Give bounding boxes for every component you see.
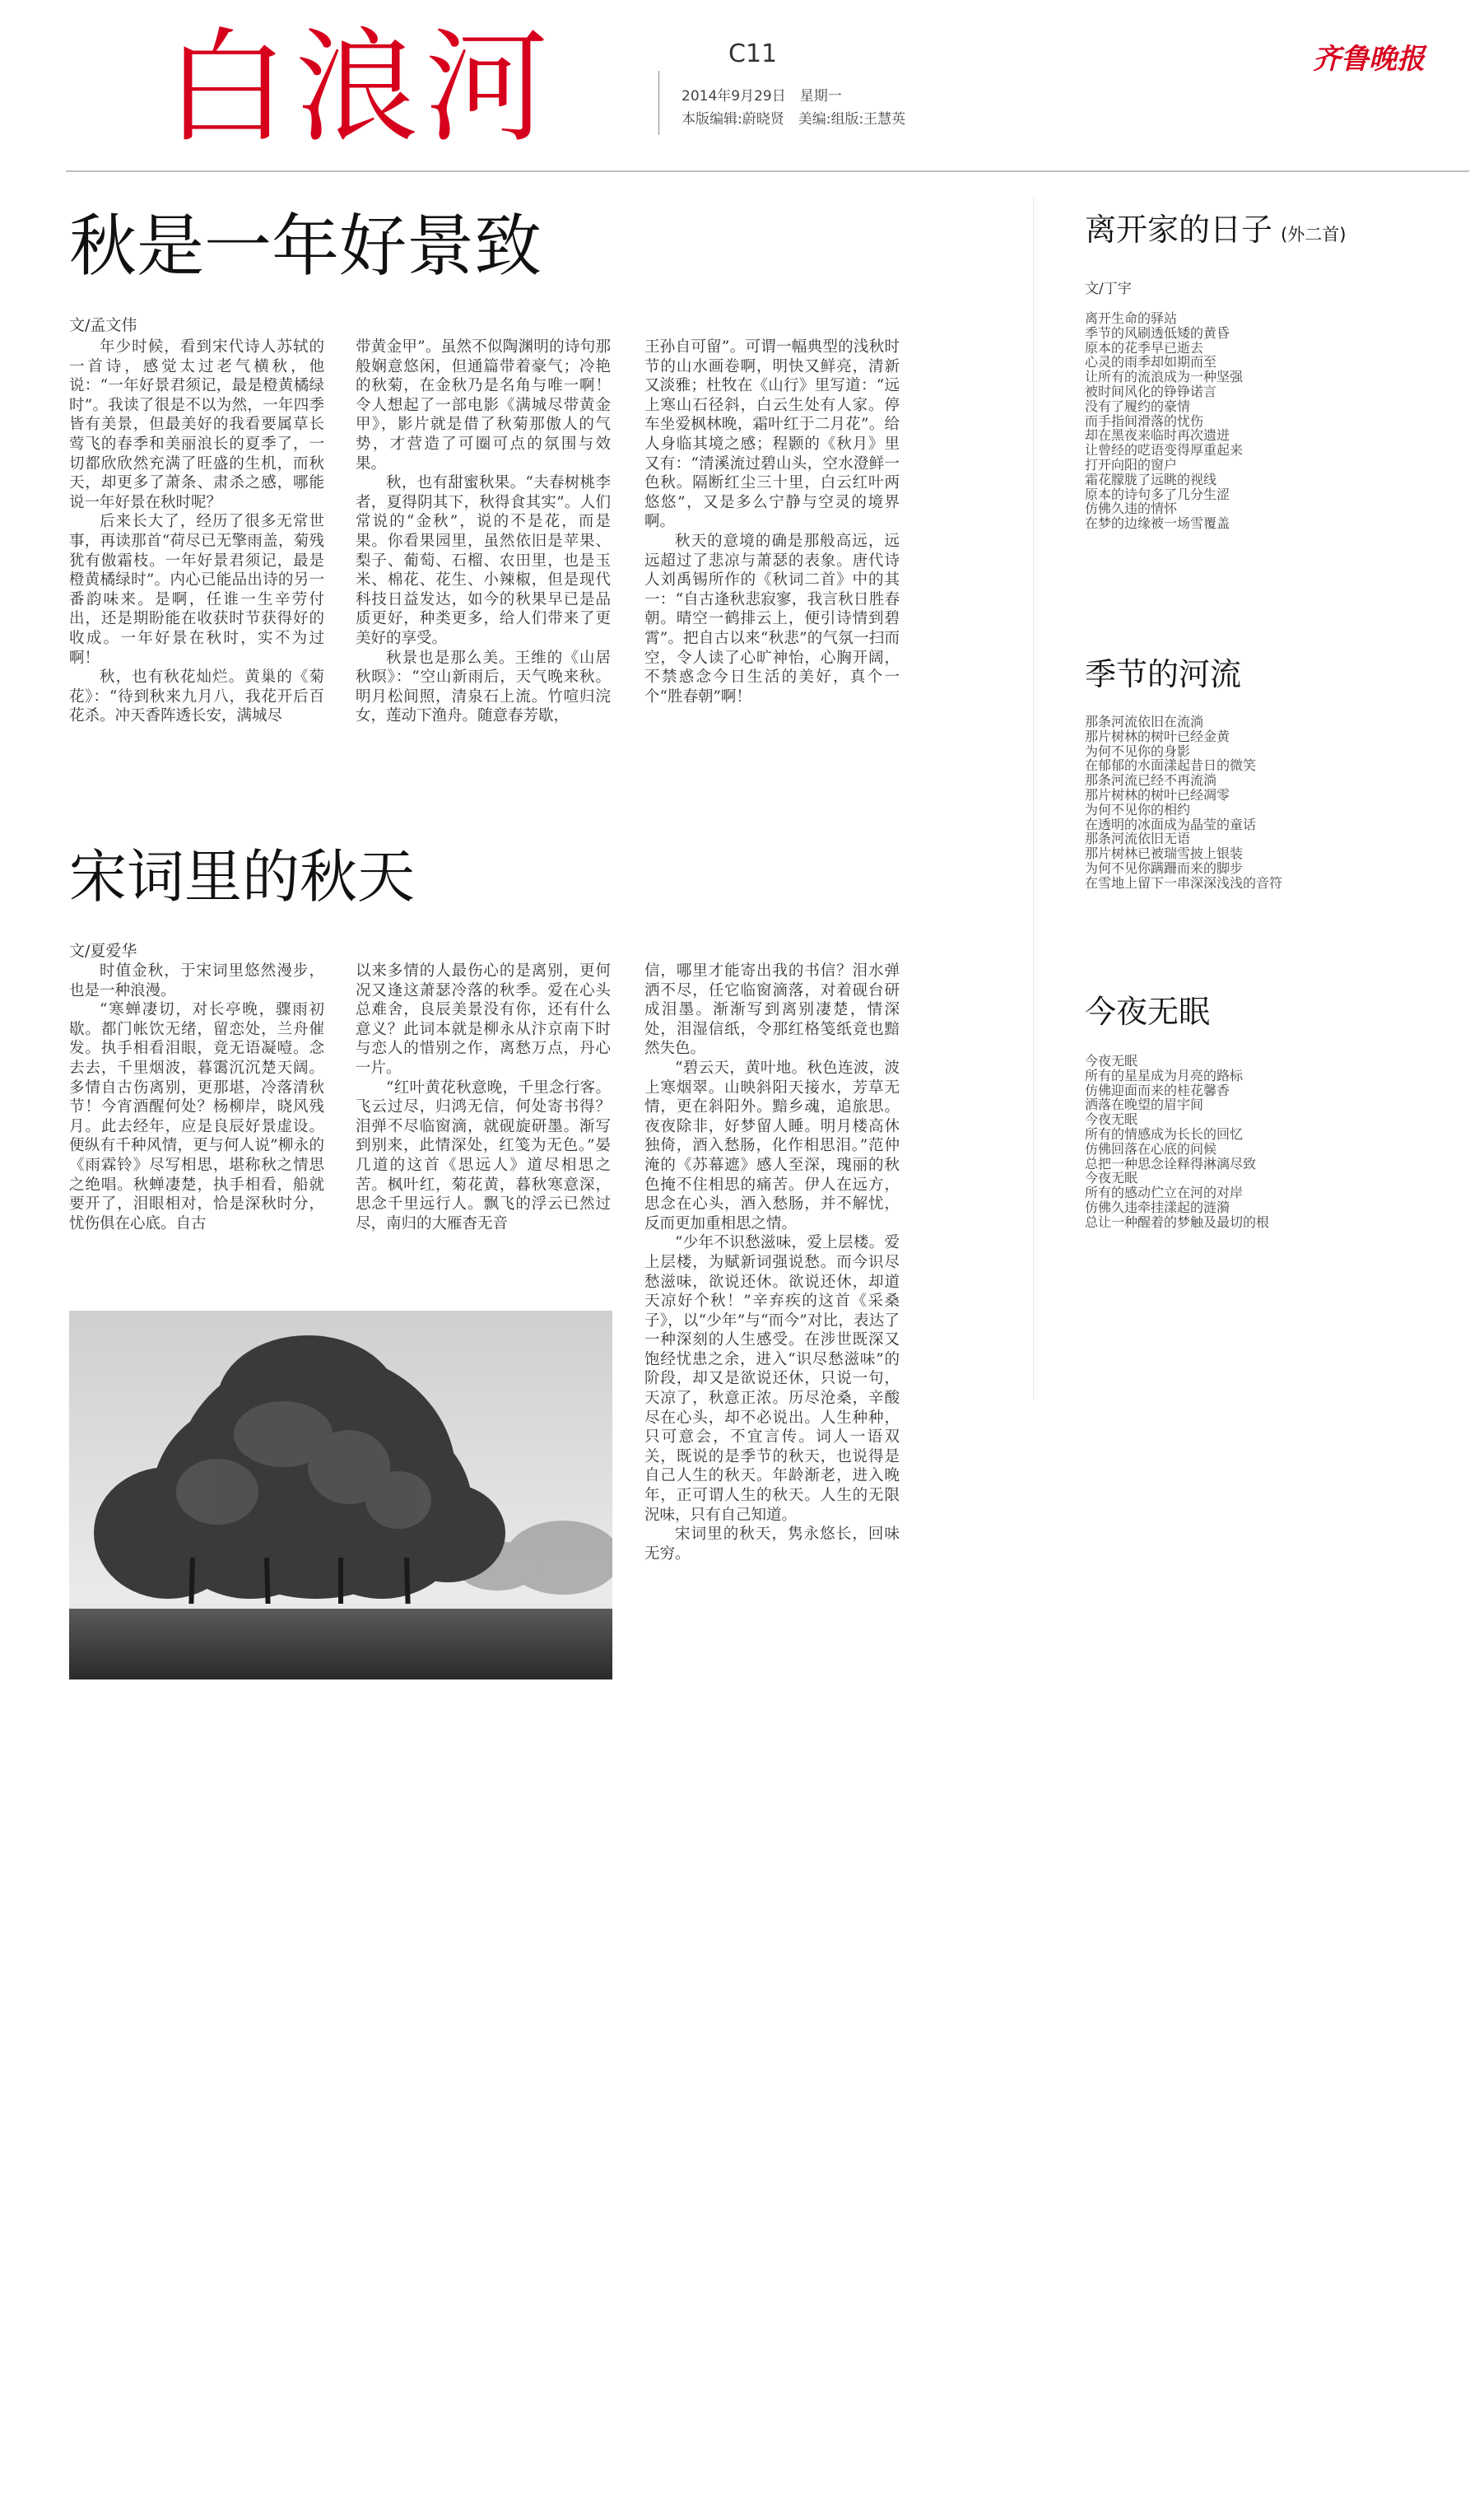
paragraph: “少年不识愁滋味，爱上层楼。爱上层楼，为赋新词强说愁。而今识尽愁滋味，欲说还休。欲说还休，却道天凉好个秋！”辛弃疾的这首《采桑子》，以“少年”与“而今”对比，表达了一种深刻的人生感受。在涉世既深又饱经忧患之余，进入“识尽愁滋味”的阶段，却又是欲说还休，只说一句，天凉了，秋意正浓。历尽沧桑，辛酸尽在心头，却不必说出。人生种种，只可意会，不宜言传。词人一语双关，既说的是季节的秋天，也说得是自己人生的秋天。年龄渐老，进入晚年，正可谓人生的秋天。人生的无限況味，只有自己知道。 — [644, 1234, 900, 1524]
poem-line: 今夜无眠 — [1085, 1053, 1138, 1069]
paragraph: “寒蝉凄切，对长亭晚，骤雨初歇。都门帐饮无绪，留恋处，兰舟催发。执手相看泪眼，竟无语凝噎。念去去，千里烟波，暮霭沉沉楚天阔。多情自古伤离别，更那堪，冷落清秋节！今宵酒醒何处？杨柳岸，晓风残月。此去经年，应是良辰好景虚设。便纵有千种风情，更与何人说”柳永的《雨霖铃》尽写相思，堪称秋之情思之绝唱。秋蝉凄楚，执手相看，船就要开了，泪眼相对，恰是深秋时分，忧伤俱在心底。自古 — [69, 1001, 324, 1232]
poem-line: 打开向阳的窗户 — [1085, 456, 1178, 473]
paragraph: 带黄金甲”。虽然不似陶渊明的诗句那般娴意悠闲，但通篇带着豪气；冷艳的秋菊，在金秋乃是名角与唯一啊！令人想起了一部电影《满城尽带黄金甲》，影片就是借了秋菊那傲人的气势，才营造了可圈可点的氛围与效果。 — [356, 338, 611, 473]
poem-line: 那片树林已被瑞雪披上银装 — [1085, 846, 1244, 862]
page-number: C11 — [728, 40, 778, 68]
newspaper-logo: 齐鲁晚报 — [1313, 43, 1425, 76]
paragraph: 秋，也有甜蜜秋果。“夫春树桃李者，夏得阴其下，秋得食其实”。人们常说的“金秋”，说的不是花，而是果。你看果园里，虽然依旧是苹果、梨子、葡萄、石榴、农田里，也是玉米、棉花、花生、小辣椒，但是现代科技日益发达，如今的秋果早已是品质更好，种类更多，给人们带来了更美好的享受。 — [356, 474, 611, 647]
poem2-body — [1085, 715, 1282, 891]
column-separator — [1033, 198, 1034, 1400]
poem-line: 被时间风化的铮铮诺言 — [1085, 383, 1217, 399]
poem-line: 那片树林的树叶已经凋零 — [1085, 786, 1230, 803]
paragraph: “红叶黄花秋意晚，千里念行客。飞云过尽，归鸿无信，何处寄书得？泪弹不尽临窗滴，就砚旋研墨。渐写到别来，此情深处，红笺为无色。”晏几道的这首《思远人》道尽相思之苦。枫叶红，菊花黄，暮秋寒意深，思念千里远行人。飘飞的浮云已然过尽，南归的大雁杳无音 — [356, 1078, 611, 1232]
header-rule — [66, 170, 1469, 172]
poem-line: 原本的花季早已逝去 — [1085, 339, 1204, 356]
poem3-body — [1085, 1054, 1269, 1230]
poem-line: 所有的情感成为长长的回忆 — [1085, 1125, 1244, 1142]
poem-line: 在雪地上留下一串深深浅浅的音符 — [1085, 874, 1283, 891]
dateline: 2014年9月29日 星期一 — [682, 88, 842, 105]
poem-line: 那条河流依旧在流淌 — [1085, 714, 1204, 729]
poem-line: 仿佛久违牵挂漾起的涟漪 — [1085, 1199, 1230, 1215]
poem-line: 所有的星星成为月亮的路标 — [1085, 1067, 1244, 1083]
paragraph: 时值金秋，于宋词里悠然漫步，也是一种浪漫。 — [69, 962, 324, 999]
poem-line: 霜花朦胧了远眺的视线 — [1085, 471, 1217, 487]
article2-title: 宋词里的秋天 — [69, 843, 415, 911]
poem-title — [1085, 210, 1346, 254]
article2-byline: 文/夏爱华 — [69, 942, 137, 960]
poem3-title: 今夜无眠 — [1085, 994, 1211, 1030]
poem-line: 在透明的冰面成为晶莹的童话 — [1085, 816, 1257, 832]
poem-line: 那条河流已经不再流淌 — [1085, 772, 1217, 789]
article1-title: 秋是一年好景致 — [69, 207, 542, 286]
poem2-title: 季节的河流 — [1085, 656, 1242, 692]
poem-line: 那片树林的树叶已经金黄 — [1085, 728, 1230, 744]
paragraph: “碧云天，黄叶地。秋色连波，波上寒烟翠。山映斜阳天接水，芳草无情，更在斜阳外。黯乡魂，追旅思。夜夜除非，好梦留人睡。明月楼高休独倚，酒入愁肠，化作相思泪。”范仲淹的《苏幕遮》感人至深，瑰丽的秋色掩不住相思的痛苦。伊人在远方，思念在心头，酒入愁肠，并不解忧，反而更加重相思之情。 — [644, 1059, 900, 1232]
poem-line: 总把一种思念诠释得淋漓尽致 — [1085, 1155, 1257, 1172]
article2-column-2 — [356, 962, 611, 1233]
article1-byline: 文/孟文伟 — [69, 316, 137, 334]
poem-line: 为何不见你的身影 — [1085, 743, 1191, 759]
poem-title-text: 离开家的日子 — [1085, 212, 1273, 248]
article2-column-1 — [69, 962, 324, 1233]
paragraph: 后来长大了，经历了很多无常世事，再读那首“荷尽已无擎雨盖，菊残犹有傲霜枝。一年好景君须记，最是橙黄橘绿时”。内心已能品出诗的另一番韵味来。是啊，任谁一生辛劳付出，还是期盼能在收获时节获得好的收成。一年好景在秋时，实不为过啊！ — [69, 513, 324, 667]
paragraph: 以来多情的人最伤心的是离别，更何况又逢这萧瑟冷落的秋季。爱在心头总难舍，良辰美景没有你，还有什么意义？此词本就是柳永从汴京南下时与恋人的惜别之作，离愁万点，丹心一片。 — [356, 962, 611, 1077]
poem-line: 洒落在晚望的眉宇间 — [1085, 1097, 1204, 1113]
article1-column-1 — [69, 338, 324, 726]
paragraph: 秋天的意境的确是那般高远，远远超过了悲凉与萧瑟的表象。唐代诗人刘禹锡所作的《秋词二首》中的其一：“自古逢秋悲寂寥，我言秋日胜春朝。晴空一鹤排云上，便引诗情到碧霄”。把自古以来“秋悲”的气氛一扫而空，令人读了心旷神怡，心胸开阔，不禁惑念今日生活的美好，真个一个“胜春朝”啊！ — [644, 532, 900, 706]
poem-line: 而手指间滑落的忧伤 — [1085, 412, 1204, 429]
poem-line: 今夜无眠 — [1085, 1170, 1138, 1186]
paragraph: 秋景也是那么美。王维的《山居秋暝》：“空山新雨后，天气晚来秋。明月松间照，清泉石上流。竹喧归浣女，莲动下渔舟。随意春芳歇， — [356, 649, 611, 725]
poem-line: 今夜无眠 — [1085, 1111, 1138, 1128]
poem-line: 仿佛回落在心底的问候 — [1085, 1140, 1217, 1157]
poem-line: 仿佛迎面而来的桂花馨香 — [1085, 1082, 1230, 1098]
article1-column-2 — [356, 338, 611, 726]
masthead-divider — [658, 71, 659, 135]
poem-line: 心灵的雨季却如期而至 — [1085, 354, 1217, 370]
poem-line: 在梦的边缘被一场雪覆盖 — [1085, 515, 1230, 532]
poem-line: 在郁郁的水面漾起昔日的微笑 — [1085, 757, 1257, 774]
paragraph: 信，哪里才能寄出我的书信？泪水弹洒不尽，任它临窗滴落，对着砚台研成泪墨。渐渐写到离别凄楚，情深处，泪湿信纸，令那红格笺纸竟也黯然失色。 — [644, 962, 900, 1058]
poem1-body — [1085, 311, 1243, 531]
poem-line: 仿佛久违的情怀 — [1085, 501, 1178, 517]
paragraph: 王孙自可留”。可谓一幅典型的浅秋时节的山水画卷啊，明快又鲜亮，清新又淡雅；杜牧在《山行》里写道：“远上寒山石径斜，白云生处有人家。停车坐爱枫林晚，霜叶红于二月花”。给人身临其境之感；程颢的《秋月》里又有：“清溪流过碧山头，空水澄鲜一色秋。隔断红尘三十里，白云红叶两悠悠”，又是多么宁静与空灵的境界啊。 — [644, 338, 900, 531]
poem-line: 原本的诗句多了几分生涩 — [1085, 486, 1230, 502]
poem-line: 为何不见你蹒跚而来的脚步 — [1085, 860, 1244, 876]
poem-line: 离开生命的驿站 — [1085, 310, 1178, 326]
poem-line: 没有了履约的豪情 — [1085, 398, 1191, 414]
paragraph: 秋，也有秋花灿烂。黄巢的《菊花》：“待到秋来九月八，我花开后百花杀。冲天香阵透长安，满城尽 — [69, 669, 324, 725]
poem-line: 却在黑夜来临时再次遗迸 — [1085, 427, 1230, 444]
poem-line: 为何不见你的相约 — [1085, 801, 1191, 818]
poem-byline: 文/丁宇 — [1085, 281, 1132, 297]
article2-column-3 — [644, 962, 900, 1563]
poem-line: 让所有的流浪成为一种坚强 — [1085, 369, 1244, 385]
editor-credits: 本版编辑:蔚晓贤 美编:组版:王慧英 — [682, 111, 906, 128]
paragraph: 宋词里的秋天，隽永悠长，回味无穷。 — [644, 1526, 900, 1563]
paragraph: 年少时候，看到宋代诗人苏轼的一首诗，感觉太过老气横秋，他说：“一年好景君须记，最是橙黄橘绿时”。我读了很是不以为然，一年四季皆有美景，但最美好的我看要属草长莺飞的春季和美丽浪长的夏季了，一切都欣欣然充满了旺盛的生机，而秋天，却更多了萧条、肃杀之感，哪能说一年好景在秋时呢？ — [69, 338, 324, 511]
poem-line: 那条河流依旧无语 — [1085, 831, 1191, 847]
poem-line: 让曾经的呓语变得厚重起来 — [1085, 442, 1244, 459]
autumn-trees-photo — [69, 1311, 612, 1679]
poem-subtitle: (外二首) — [1281, 225, 1347, 245]
article1-column-3 — [644, 338, 900, 706]
poem-line: 总让一种醒着的梦触及最切的根 — [1085, 1214, 1270, 1230]
poem-line: 季节的风刷透低矮的黄昏 — [1085, 324, 1230, 341]
poem-line: 所有的感动伫立在河的对岸 — [1085, 1185, 1244, 1201]
masthead-title: 白浪河 — [165, 16, 556, 160]
